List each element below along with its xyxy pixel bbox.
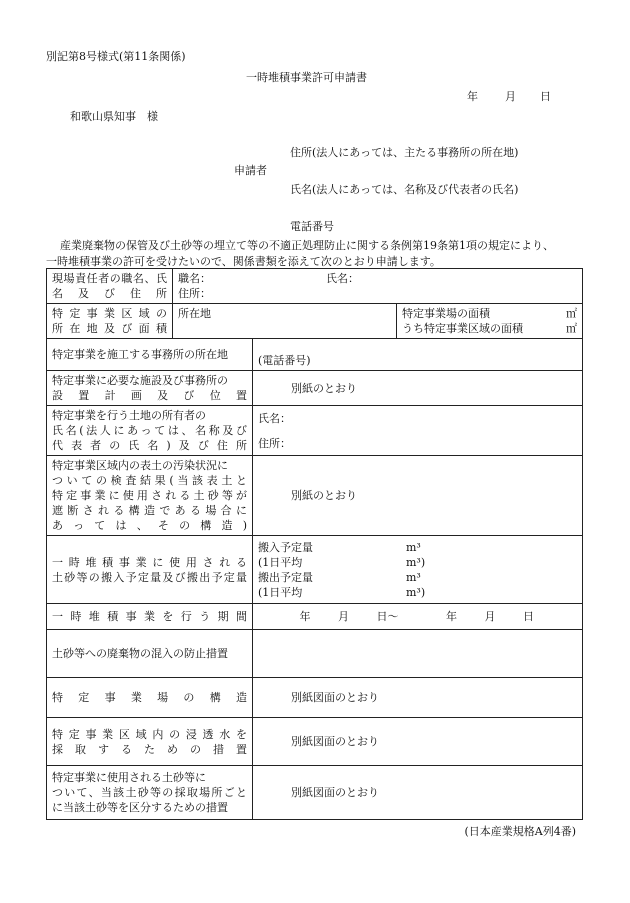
applicant-phone: 電話番号: [290, 220, 334, 233]
row-facilities: [47, 371, 583, 406]
intake-daily: (1日平均: [258, 555, 303, 569]
row-office: [47, 339, 583, 371]
row-site: [47, 304, 583, 339]
owner-label: 特定事業を行う土地の所有者の 氏名(法人にあっては、名称及び 代表者の氏名)及び住所: [47, 406, 253, 456]
seepage-label: 特定事業区域内の浸透水を 採 取 す る た め の 措 置: [47, 718, 253, 766]
office-label: 特定事業を施工する事務所の所在地: [47, 339, 253, 371]
owner-address: 住所：: [258, 436, 291, 450]
separation-label: 特定事業に使用される土砂等に ついて、当該土砂等の採取場所ごと に当該土砂等を区分するための措置: [47, 766, 253, 820]
intake-daily-unit: m³): [406, 555, 426, 569]
outflow-daily-unit: m³): [406, 585, 426, 599]
intake-planned: 搬入予定量: [258, 540, 313, 554]
manager-label: 現場責任者の職名、氏 名 及 び 住 所: [47, 269, 173, 304]
row-contamination: [47, 456, 583, 536]
applicant-label: 申請者: [234, 164, 267, 177]
period-to-month: 月: [484, 610, 496, 623]
owner-name: 氏名：: [258, 411, 291, 425]
site-label: 特定事業区域の 所在地及び面積: [47, 304, 173, 339]
applicant-address: 住所(法人にあっては、主たる事務所の所在地): [290, 146, 519, 159]
separation-value: 別紙図面のとおり: [253, 766, 583, 820]
manager-title: 職名：: [178, 272, 211, 285]
form-number: 別記第8号様式(第11条関係): [46, 50, 186, 63]
contamination-label: 特定事業区域内の表土の汚染状況に ついての検査結果(当該表土と 特定事業に使用される土砂等が 遮断される構造である場合に あっては、その構造): [47, 456, 253, 536]
owner-value: [253, 406, 583, 456]
facilities-label: 特定事業に必要な施設及び事務所の 設 置 計 画 及 び 位 置: [47, 371, 253, 406]
application-form-table: [46, 268, 583, 820]
period-to-day: 日: [523, 610, 534, 623]
site-area-zone: うち特定事業区域の面積: [402, 322, 523, 335]
addressee: 和歌山県知事 様: [70, 110, 158, 123]
structure-label: 特 定 事 業 場 の 構 造: [47, 678, 253, 718]
applicant-name: 氏名(法人にあっては、名称及び代表者の氏名): [290, 183, 519, 196]
intro-line-1: 産業廃棄物の保管及び土砂等の埋立て等の不適正処理防止に関する条例第19条第1項の規定により、: [60, 239, 554, 252]
date-month: 月: [505, 90, 516, 103]
prevention-label: 土砂等への廃棄物の混入の防止措置: [47, 630, 253, 678]
date-year: 年: [467, 90, 478, 103]
manager-name: 氏名：: [326, 272, 359, 285]
row-volume: [47, 536, 583, 604]
site-area-unit-1: ㎡: [566, 307, 577, 320]
row-seepage: [47, 718, 583, 766]
outflow-planned-unit: m³: [406, 570, 421, 584]
period-value: [253, 604, 583, 630]
row-period: [47, 604, 583, 630]
period-to-year: 年: [446, 610, 457, 623]
site-area: [397, 304, 583, 339]
intake-planned-unit: m³: [406, 540, 421, 554]
row-owner: [47, 406, 583, 456]
row-manager: [47, 269, 583, 304]
prevention-value: [253, 630, 583, 678]
site-area-total: 特定事業場の面積: [402, 307, 490, 320]
seepage-value: 別紙図面のとおり: [253, 718, 583, 766]
row-structure: [47, 678, 583, 718]
intro-line-2: 一時堆積事業の許可を受けたいので、関係書類を添えて次のとおり申請します。: [46, 255, 441, 268]
form-title: 一時堆積事業許可申請書: [246, 71, 367, 84]
volume-value: [253, 536, 583, 604]
contamination-value: 別紙のとおり: [253, 456, 583, 536]
manager-address: 住所：: [178, 287, 211, 300]
manager-value: [173, 269, 583, 304]
facilities-value: 別紙のとおり: [253, 371, 583, 406]
period-from-day: 日～: [376, 610, 399, 623]
volume-label: 一時堆積事業に使用される 土砂等の搬入予定量及び搬出予定量: [47, 536, 253, 604]
office-phone: (電話番号): [253, 339, 583, 371]
site-area-unit-2: ㎡: [566, 322, 577, 335]
structure-value: 別紙図面のとおり: [253, 678, 583, 718]
row-separation: [47, 766, 583, 820]
paper-size-note: (日本産業規格A列4番): [464, 825, 576, 838]
date-day: 日: [540, 90, 551, 103]
outflow-planned: 搬出予定量: [258, 570, 313, 584]
row-prevention: [47, 630, 583, 678]
period-from-year: 年: [299, 610, 311, 623]
site-location: 所在地: [173, 304, 397, 339]
period-from-month: 月: [338, 610, 349, 623]
period-label: 一時堆積事業を行う期間: [47, 604, 253, 630]
outflow-daily: (1日平均: [258, 585, 303, 599]
